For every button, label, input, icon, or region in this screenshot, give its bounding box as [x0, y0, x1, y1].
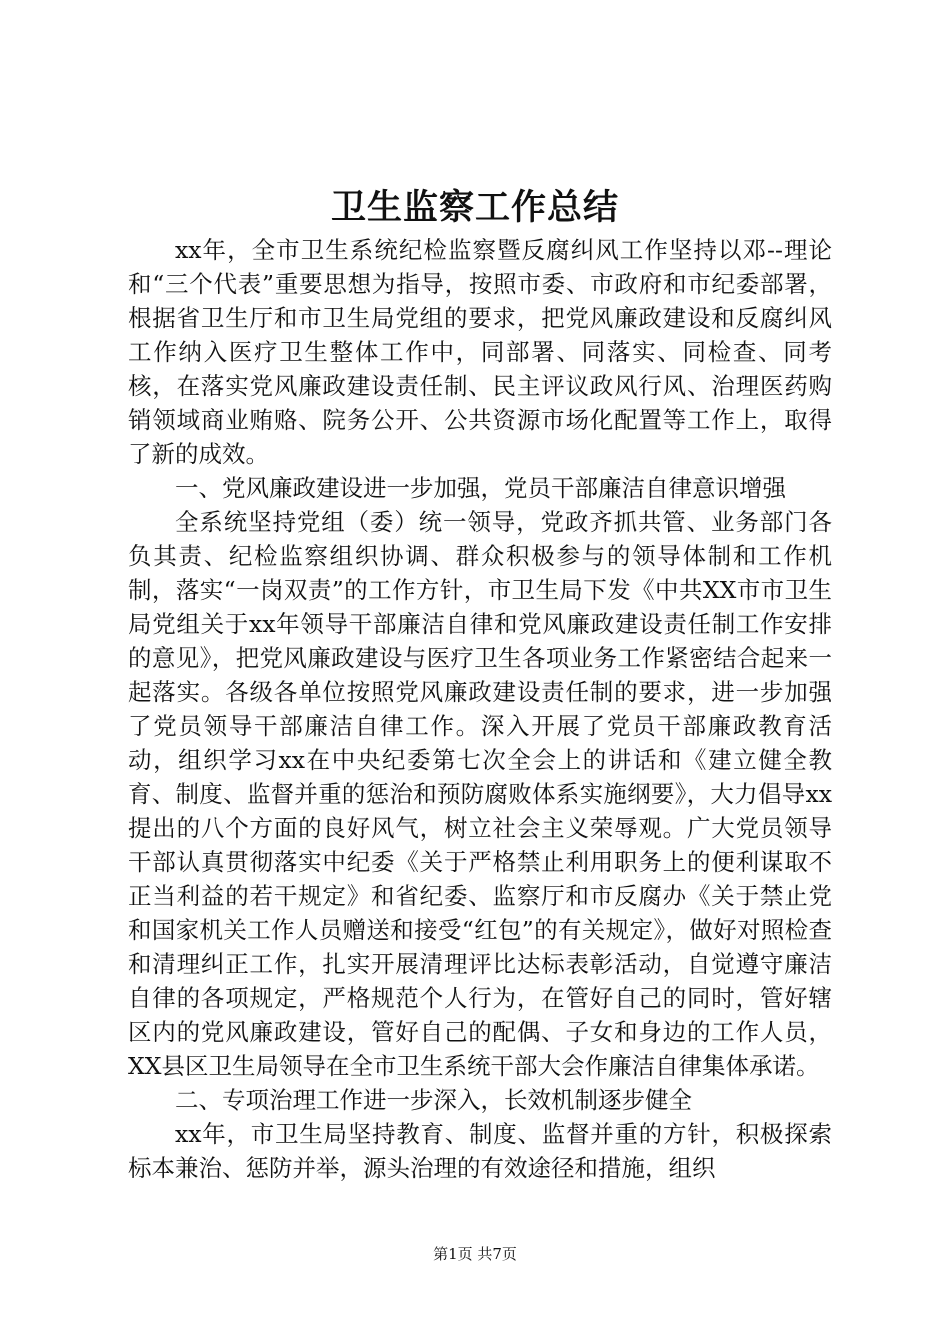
page-footer: 第1页 共7页: [433, 1245, 517, 1263]
document-body: [128, 233, 832, 1185]
paragraph-intro: xx年，全市卫生系统纪检监察暨反腐纠风工作坚持以邓--理论和“三个代表”重要思想为指导，按照市委、市政府和市纪委部署，根据省卫生厅和市卫生局党组的要求，把党风廉政建设和反腐纠风工作纳入医疗卫生整体工作中，同部署、同落实、同检查、同考核，在落实党风廉政建设责任制、民主评议政风行风、治理医药购销领域商业贿赂、院务公开、公共资源市场化配置等工作上，取得了新的成效。: [128, 236, 832, 468]
section-heading-2: 二、专项治理工作进一步深入，长效机制逐步健全: [175, 1086, 692, 1114]
document-title: 卫生监察工作总结: [330, 187, 619, 228]
paragraph-section-2: xx年，市卫生局坚持教育、制度、监督并重的方针，积极探索标本兼治、惩防并举，源头治理的有效途径和措施，组织: [128, 1120, 832, 1182]
paragraph-section-1: 全系统坚持党组（委）统一领导，党政齐抓共管、业务部门各负其责、纪检监察组织协调、群众积极参与的领导体制和工作机制，落实“一岗双责”的工作方针，市卫生局下发《中共XX市市卫生局党组关于xx年领导干部廉洁自律和党风廉政建设责任制工作安排的意见》，把党风廉政建设与医疗卫生各项业务工作紧密结合起来一起落实。各级各单位按照党风廉政建设责任制的要求，进一步加强了党员领导干部廉洁自律工作。深入开展了党员干部廉政教育活动，组织学习xx在中央纪委第七次全会上的讲话和《建立健全教育、制度、监督并重的惩治和预防腐败体系实施纲要》，大力倡导xx提出的八个方面的良好风气，树立社会主义荣辱观。广大党员领导干部认真贯彻落实中纪委《关于严格禁止利用职务上的便利谋取不正当利益的若干规定》和省纪委、监察厅和市反腐办《关于禁止党和国家机关工作人员赠送和接受“红包”的有关规定》，做好对照检查和清理纠正工作，扎实开展清理评比达标表彰活动，自觉遵守廉洁自律的各项规定，严格规范个人行为，在管好自己的同时，管好辖区内的党风廉政建设，管好自己的配偶、子女和身边的工作人员，XX县区卫生局领导在全市卫生系统干部大会作廉洁自律集体承诺。: [128, 508, 832, 1080]
section-heading-1: 一、党风廉政建设进一步加强，党员干部廉洁自律意识增强: [175, 474, 786, 502]
